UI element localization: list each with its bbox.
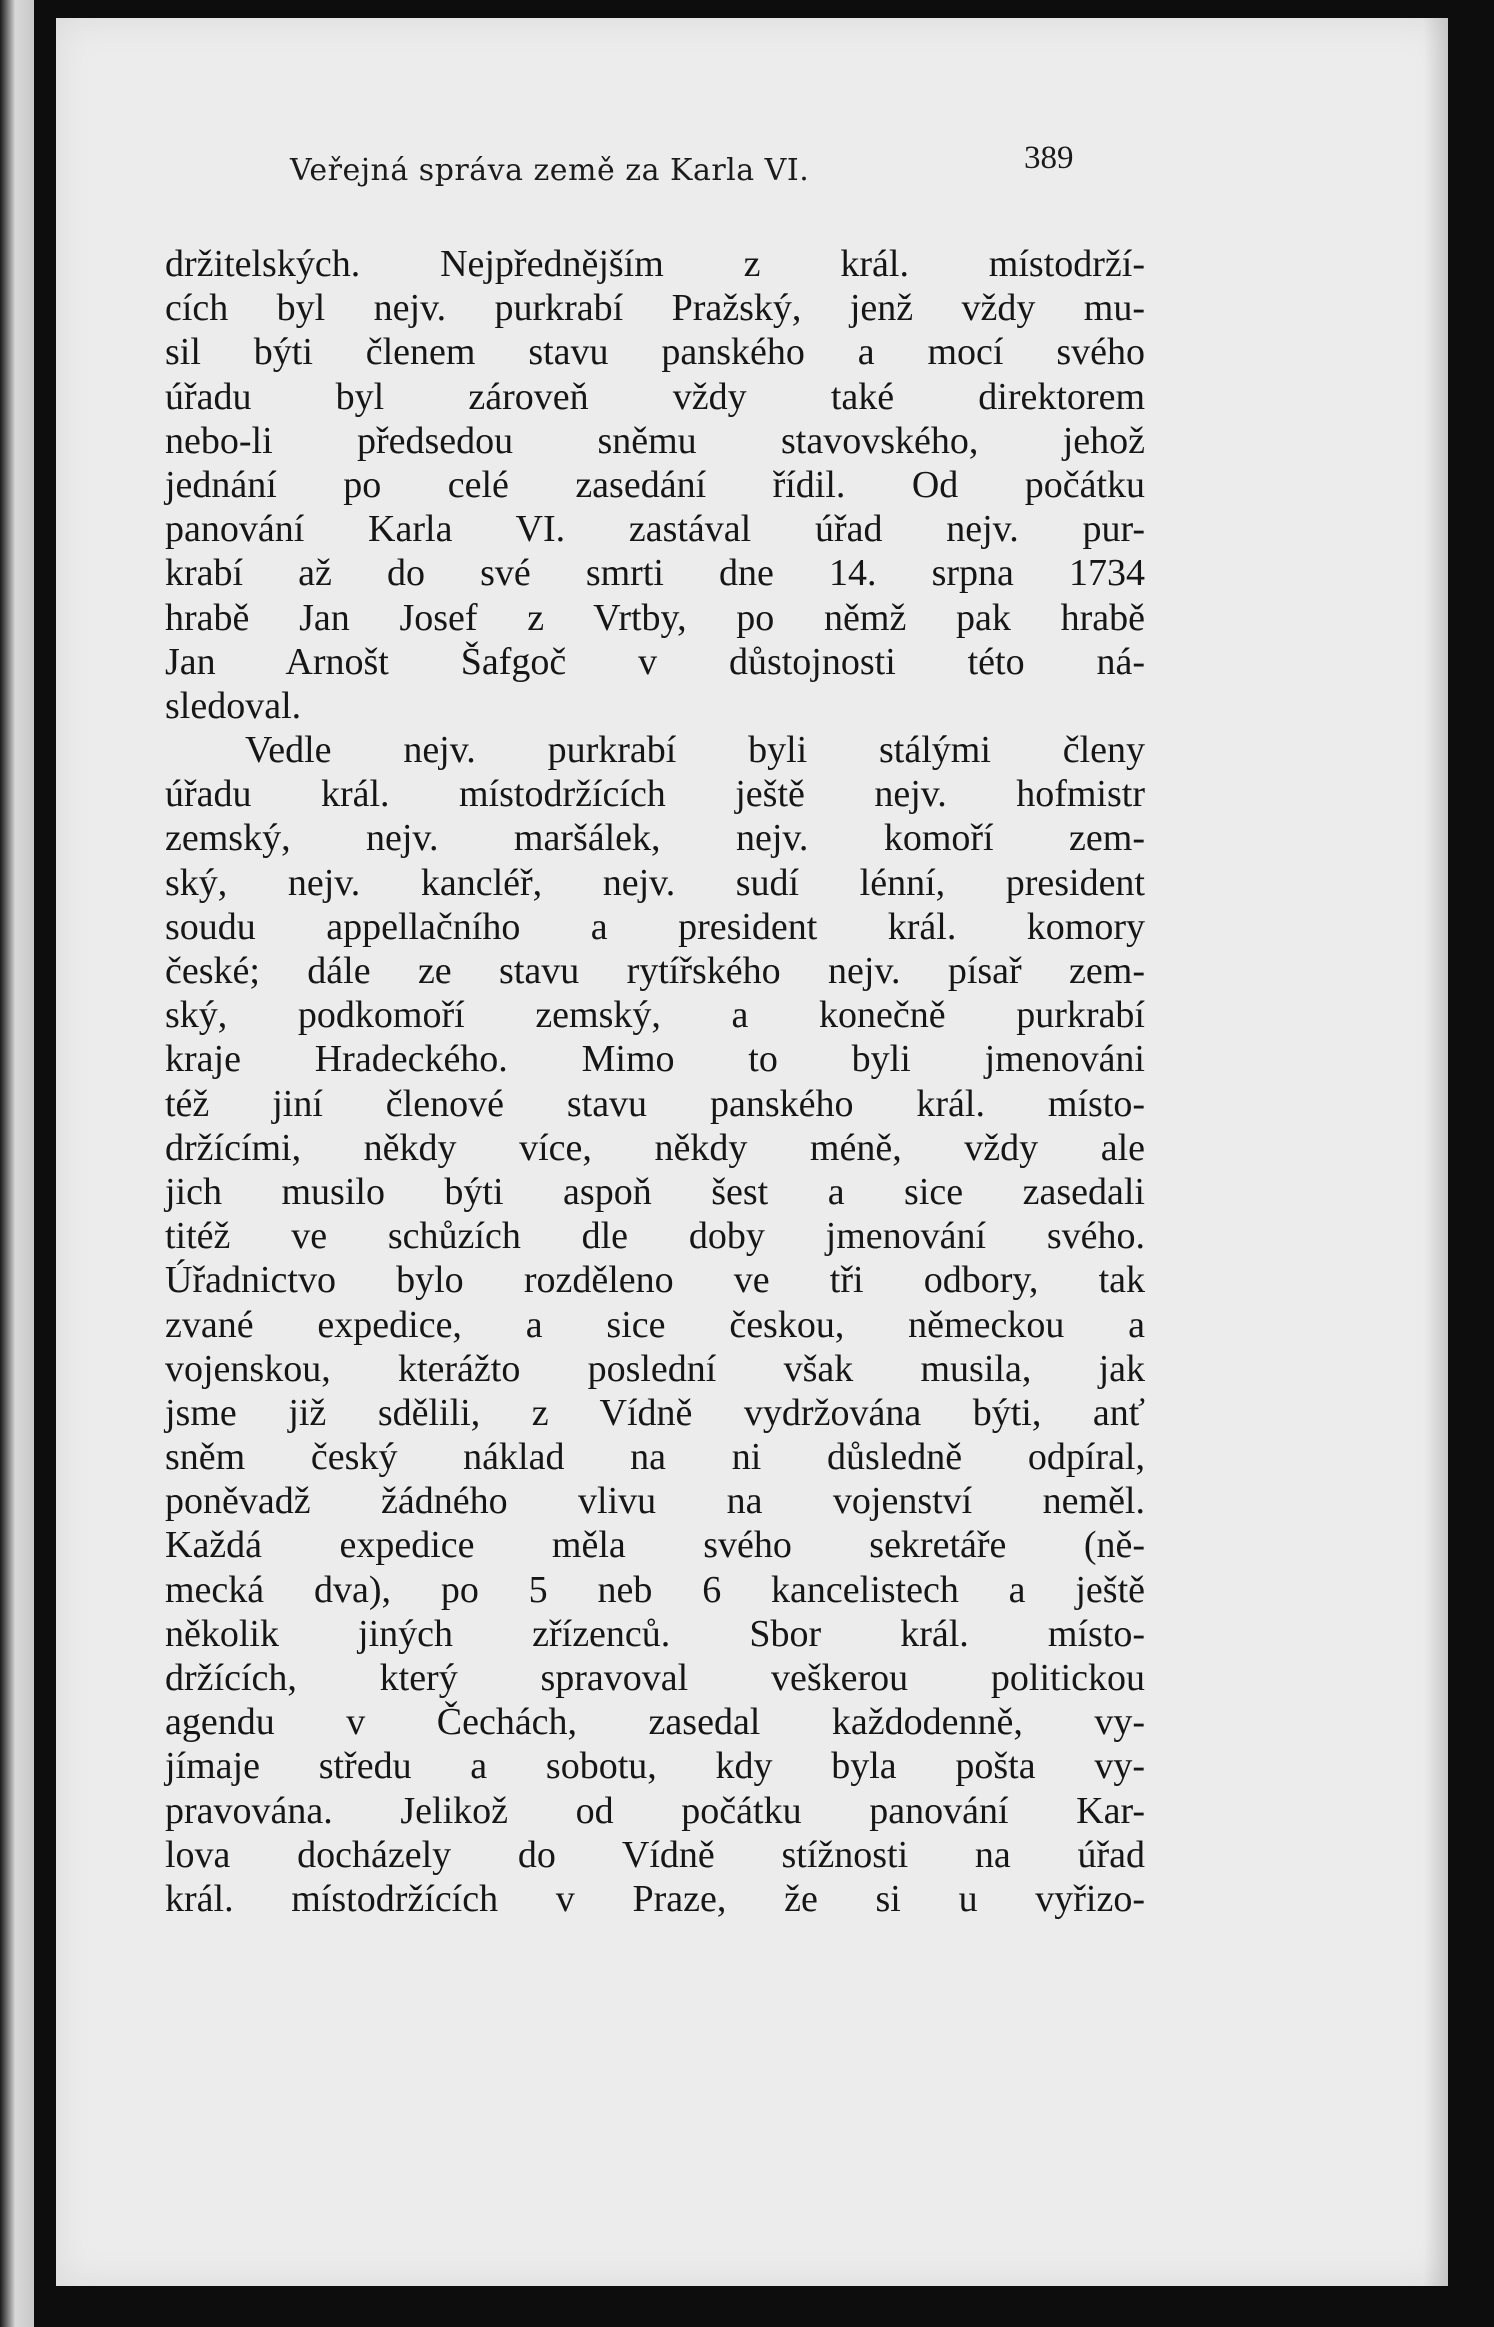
text-line: sněm český náklad na ni důsledně odpíral, bbox=[165, 1436, 1145, 1479]
text-line: Vedle nejv. purkrabí byli stálými členy bbox=[245, 729, 1145, 772]
text-line: agendu v Čechách, zasedal každodenně, vy- bbox=[165, 1701, 1145, 1744]
text-line: jsme již sdělili, z Vídně vydržována býti, anť bbox=[165, 1391, 1145, 1434]
text-line: úřadu král. místodržících ještě nejv. hofmistr bbox=[165, 773, 1145, 816]
text-line: zvané expedice, a sice českou, německou a bbox=[165, 1303, 1145, 1346]
text-line: zemský, nejv. maršálek, nejv. komoří zem- bbox=[165, 817, 1145, 860]
text-line: nebo-li předsedou sněmu stavovského, jehož bbox=[165, 419, 1145, 462]
text-line: panování Karla VI. zastával úřad nejv. pur- bbox=[165, 508, 1145, 551]
text-line: ský, nejv. kancléř, nejv. sudí lénní, president bbox=[165, 861, 1145, 904]
text-line: titéž ve schůzích dle doby jmenování svého. bbox=[165, 1215, 1145, 1258]
text-line: české; dále ze stavu rytířského nejv. písař zem- bbox=[165, 950, 1145, 992]
text-line: držitelských. Nejpřednějším z král. místodrží- bbox=[165, 243, 1145, 285]
text-line: Jan Arnošt Šafgoč v důstojnosti této ná- bbox=[165, 640, 1145, 683]
running-title: Veřejná správa země za Karla VI. bbox=[290, 153, 810, 188]
text-line: jednání po celé zasedání řídil. Od počátku bbox=[165, 463, 1145, 506]
text-line: úřadu byl zároveň vždy také direktorem bbox=[165, 375, 1145, 418]
text-line: Každá expedice měla svého sekretáře (ně- bbox=[165, 1524, 1145, 1567]
text-line: krabí až do své smrti dne 14. srpna 1734 bbox=[165, 552, 1145, 595]
text-line: držícími, někdy více, někdy méně, vždy ale bbox=[165, 1126, 1145, 1169]
text-line: kraje Hradeckého. Mimo to byli jmenováni bbox=[165, 1038, 1145, 1081]
page-edge-shadow bbox=[1424, 18, 1448, 2286]
page-number: 389 bbox=[1024, 140, 1074, 176]
text-line: jímaje středu a sobotu, kdy byla pošta vy- bbox=[165, 1745, 1145, 1788]
text-line: jich musilo býti aspoň šest a sice zasedali bbox=[165, 1170, 1145, 1213]
text-line: král. místodržících v Praze, že si u vyřizo- bbox=[165, 1877, 1145, 1920]
text-line: též jiní členové stavu panského král. místo- bbox=[165, 1082, 1145, 1125]
text-line: sil býti členem stavu panského a mocí svého bbox=[165, 331, 1145, 374]
previous-page-edge bbox=[0, 0, 34, 2327]
text-line: držících, který spravoval veškerou politickou bbox=[165, 1657, 1145, 1699]
text-line: sledoval. bbox=[165, 684, 302, 727]
text-line: ský, podkomoří zemský, a konečně purkrabí bbox=[165, 994, 1145, 1037]
text-line: hrabě Jan Josef z Vrtby, po němž pak hrabě bbox=[165, 596, 1145, 639]
text-line: mecká dva), po 5 neb 6 kancelistech a ještě bbox=[165, 1568, 1145, 1611]
text-line: cích byl nejv. purkrabí Pražský, jenž vždy mu- bbox=[165, 287, 1145, 330]
text-line: vojenskou, kterážto poslední však musila, jak bbox=[165, 1347, 1145, 1390]
text-line: Úřadnictvo bylo rozděleno ve tři odbory, tak bbox=[165, 1259, 1145, 1302]
text-line: lova docházely do Vídně stížnosti na úřad bbox=[165, 1833, 1145, 1876]
text-line: poněvadž žádného vlivu na vojenství neměl. bbox=[165, 1480, 1145, 1523]
text-line: pravována. Jelikož od počátku panování Kar- bbox=[165, 1789, 1145, 1832]
text-line: několik jiných zřízenců. Sbor král. místo- bbox=[165, 1612, 1145, 1655]
body-text bbox=[165, 242, 1145, 1921]
text-line: soudu appellačního a president král. komory bbox=[165, 905, 1145, 948]
